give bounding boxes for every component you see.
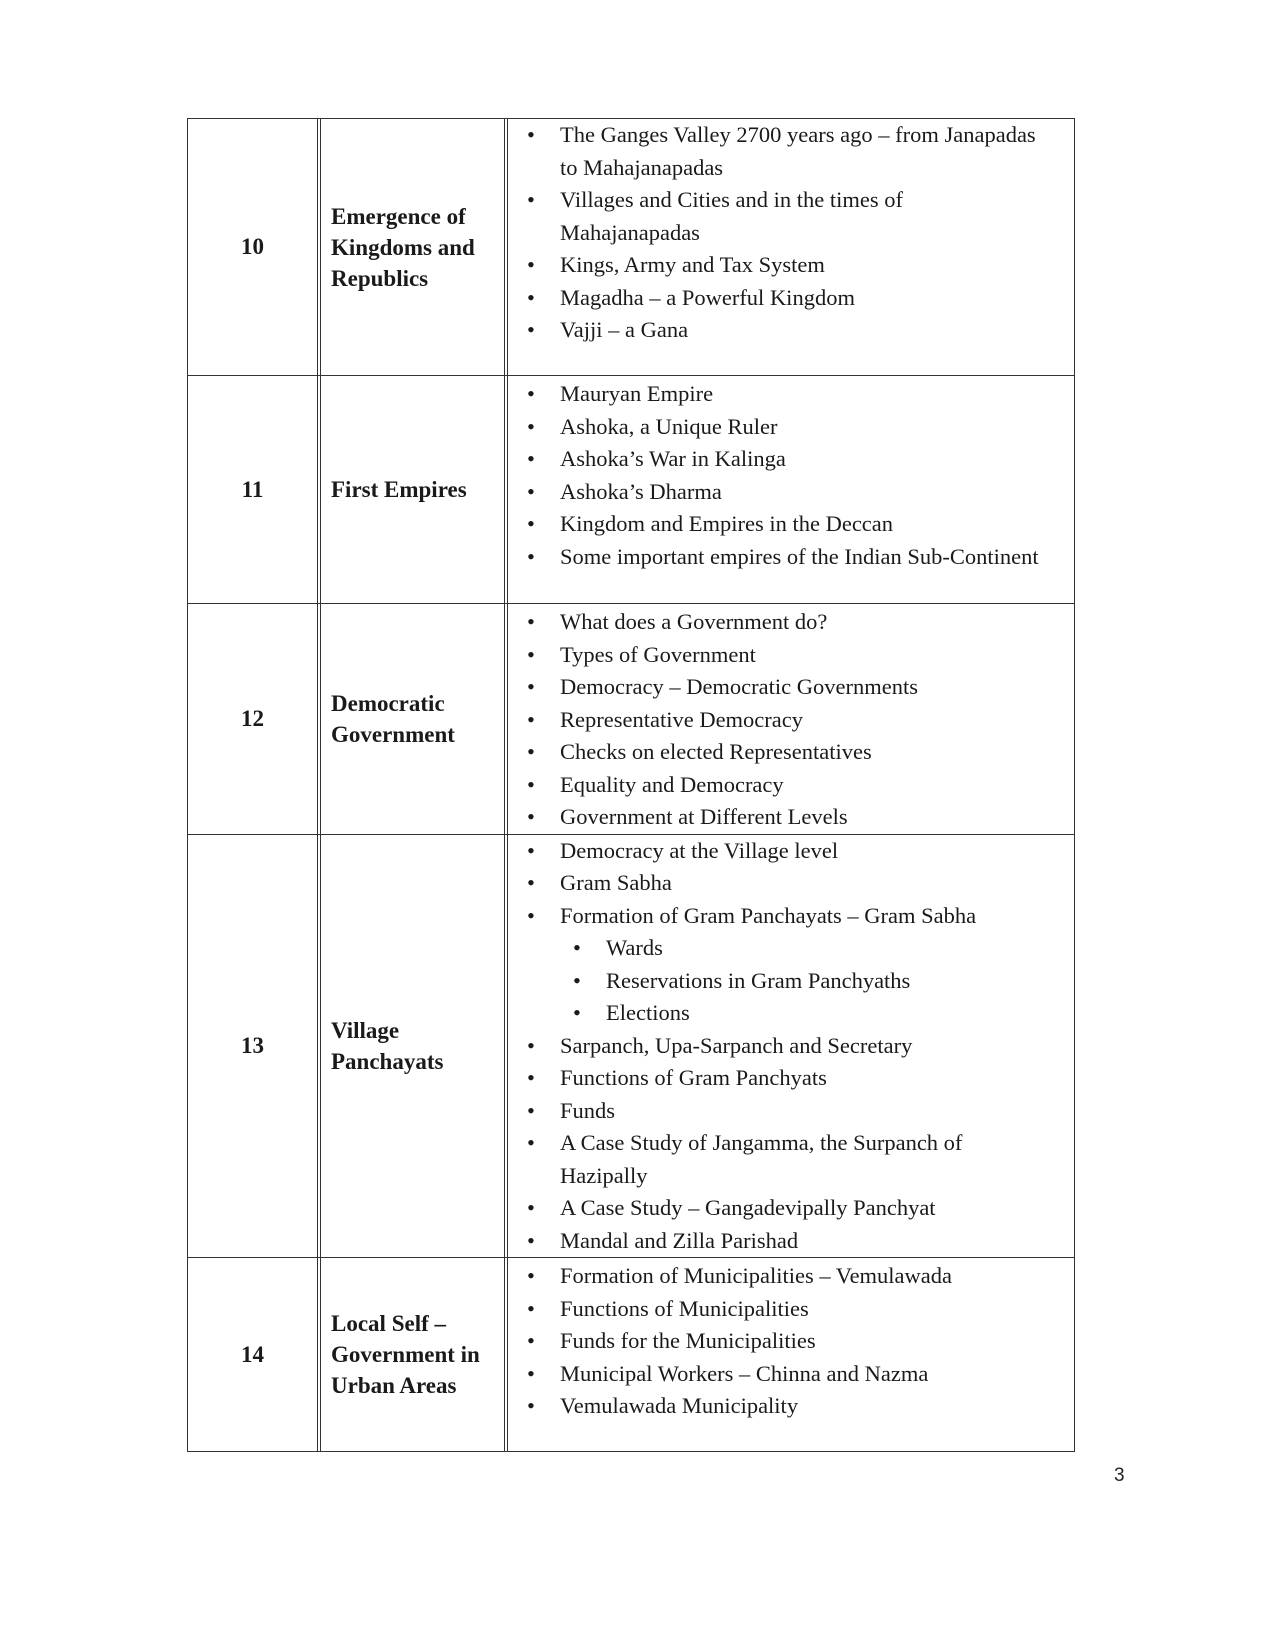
- topic-item: [508, 249, 1074, 282]
- bullet-icon: •: [527, 543, 535, 569]
- topic-text-line: Funds: [560, 1097, 616, 1123]
- topic-item: [508, 1127, 1074, 1192]
- topic-text-line: Democracy at the Village level: [560, 837, 839, 863]
- topic-list: [508, 606, 1074, 834]
- bullet-icon: •: [573, 935, 581, 960]
- syllabus-row: [187, 118, 1075, 375]
- lesson-number: 10: [187, 118, 317, 375]
- bullet-icon: •: [527, 284, 535, 310]
- bullet-icon: •: [527, 1065, 535, 1090]
- topic-item: [508, 508, 1074, 541]
- syllabus-row: [187, 603, 1075, 834]
- bullet-icon: •: [527, 641, 535, 667]
- topic-text-line: Vemulawada Municipality: [560, 1393, 799, 1418]
- bullet-icon: •: [527, 1195, 535, 1220]
- bullet-icon: •: [527, 706, 535, 732]
- topic-item: [508, 1325, 1074, 1358]
- topic-text-line: Wards: [606, 935, 663, 960]
- bullet-icon: •: [527, 187, 535, 212]
- topic-item: [508, 639, 1074, 672]
- topic-text-line: Reservations in Gram Panchyaths: [606, 967, 911, 993]
- topic-item: [508, 1192, 1074, 1225]
- topic-text-line: Municipal Workers – Chinna and Nazma: [560, 1360, 929, 1386]
- lesson-title-line: Village: [331, 1017, 400, 1043]
- syllabus-row: [187, 375, 1075, 603]
- lesson-title-line: Kingdoms and: [331, 234, 475, 260]
- lesson-title-line: Government: [331, 721, 455, 747]
- lesson-title-line: Government in: [331, 1342, 480, 1367]
- bullet-icon: •: [527, 478, 535, 504]
- topic-item: [508, 1260, 1074, 1293]
- topic-text-line: Formation of Municipalities – Vemulawada: [560, 1263, 953, 1288]
- topic-text-line: Checks on elected Representatives: [560, 739, 872, 764]
- lesson-title-line: Emergence of: [331, 203, 466, 229]
- lesson-topics: [507, 834, 1075, 1258]
- topic-text-line: Ashoka’s War in Kalinga: [560, 446, 786, 471]
- topic-text-line: Functions of Municipalities: [560, 1295, 809, 1321]
- lesson-topics: [507, 375, 1075, 603]
- bullet-icon: •: [527, 1295, 535, 1321]
- topic-text-line: Some important empires of the Indian Sub-Continent: [560, 543, 1039, 569]
- syllabus-table: [187, 118, 1075, 1452]
- topic-item: [508, 476, 1074, 509]
- bullet-icon: •: [527, 771, 535, 797]
- bullet-icon: •: [527, 902, 535, 928]
- topic-text-line: Ashoka’s Dharma: [560, 478, 722, 504]
- bullet-icon: •: [527, 1360, 535, 1386]
- topic-text-line: A Case Study – Gangadevipally Panchyat: [560, 1195, 936, 1220]
- topic-text-line: Government at Different Levels: [560, 804, 848, 829]
- bullet-icon: •: [527, 1227, 535, 1253]
- bullet-icon: •: [527, 1263, 535, 1288]
- topic-item: [508, 119, 1074, 184]
- bullet-icon: •: [527, 511, 535, 536]
- lesson-title: [320, 118, 504, 375]
- topic-text-line: Sarpanch, Upa-Sarpanch and Secretary: [560, 1032, 913, 1058]
- lesson-title-line: Urban Areas: [331, 1373, 457, 1398]
- topic-text-line: What does a Government do?: [560, 609, 828, 634]
- bullet-icon: •: [527, 870, 535, 895]
- topic-text-line: Democracy – Democratic Governments: [560, 674, 918, 699]
- topic-text-line: A Case Study of Jangamma, the Surpanch of: [560, 1130, 963, 1155]
- topic-text-line: Types of Government: [560, 641, 756, 667]
- topic-item: [508, 184, 1074, 249]
- topic-item: [508, 1390, 1074, 1423]
- topic-list: [508, 378, 1074, 573]
- lesson-number: 11: [187, 375, 317, 603]
- bullet-icon: •: [573, 967, 581, 993]
- topic-item: [508, 1095, 1074, 1128]
- bullet-icon: •: [527, 252, 535, 277]
- topic-text-line: Kingdom and Empires in the Deccan: [560, 511, 894, 536]
- topic-text-line: Representative Democracy: [560, 706, 804, 732]
- sub-topic-item: [508, 997, 1074, 1030]
- bullet-icon: •: [527, 413, 535, 439]
- bullet-icon: •: [527, 122, 535, 147]
- bullet-icon: •: [527, 1393, 535, 1418]
- topic-text-line: Magadha – a Powerful Kingdom: [560, 284, 855, 310]
- topic-text-line: Functions of Gram Panchyats: [560, 1065, 827, 1090]
- topic-item: [508, 378, 1074, 411]
- topic-item: [508, 900, 1074, 933]
- topic-item: [508, 411, 1074, 444]
- topic-list: [508, 1260, 1074, 1423]
- lesson-title-line: Local Self –: [331, 1311, 446, 1336]
- lesson-number: 14: [187, 1257, 317, 1452]
- topic-item: [508, 1030, 1074, 1063]
- lesson-number: 13: [187, 834, 317, 1258]
- topic-text-line: Vajji – a Gana: [560, 317, 689, 342]
- syllabus-row: [187, 834, 1075, 1258]
- lesson-title: [320, 1257, 504, 1452]
- topic-item: [508, 443, 1074, 476]
- lesson-title: [320, 375, 504, 603]
- topic-item: [508, 867, 1074, 900]
- topic-text-line: Elections: [606, 1000, 690, 1025]
- topic-text-line: Villages and Cities and in the times of: [560, 187, 903, 212]
- bullet-icon: •: [527, 1097, 535, 1123]
- topic-text-line: Hazipally: [560, 1162, 648, 1188]
- topic-item: [508, 282, 1074, 315]
- lesson-title-line: First Empires: [331, 477, 467, 502]
- bullet-icon: •: [527, 609, 535, 634]
- topic-item: [508, 1358, 1074, 1391]
- topic-text-line: Equality and Democracy: [560, 771, 784, 797]
- lesson-title: [320, 603, 504, 834]
- bullet-icon: •: [527, 381, 535, 406]
- syllabus-row: [187, 1257, 1075, 1452]
- lesson-topics: [507, 118, 1075, 375]
- topic-list: [508, 835, 1074, 1258]
- topic-item: [508, 671, 1074, 704]
- topic-item: [508, 1062, 1074, 1095]
- sub-topic-item: [508, 965, 1074, 998]
- bullet-icon: •: [527, 1032, 535, 1058]
- bullet-icon: •: [527, 446, 535, 471]
- topic-text-line: Mandal and Zilla Parishad: [560, 1227, 799, 1253]
- topic-text-line: Gram Sabha: [560, 870, 672, 895]
- topic-item: [508, 801, 1074, 834]
- topic-item: [508, 541, 1074, 574]
- lesson-title-line: Republics: [331, 265, 429, 291]
- lesson-title: [320, 834, 504, 1258]
- topic-text-line: Funds for the Municipalities: [560, 1328, 816, 1353]
- lesson-topics: [507, 603, 1075, 834]
- topic-item: [508, 314, 1074, 347]
- topic-text-line: Mauryan Empire: [560, 381, 714, 406]
- topic-item: [508, 835, 1074, 868]
- topic-text-line: Ashoka, a Unique Ruler: [560, 413, 778, 439]
- topic-text-line: Mahajanapadas: [560, 219, 700, 245]
- topic-text-line: to Mahajanapadas: [560, 154, 724, 180]
- topic-item: [508, 704, 1074, 737]
- bullet-icon: •: [527, 739, 535, 764]
- topic-text-line: Kings, Army and Tax System: [560, 252, 825, 277]
- topic-text-line: The Ganges Valley 2700 years ago – from Janapadas: [560, 122, 1036, 147]
- topic-item: [508, 769, 1074, 802]
- bullet-icon: •: [527, 1130, 535, 1155]
- bullet-icon: •: [527, 674, 535, 699]
- bullet-icon: •: [573, 1000, 581, 1025]
- lesson-title-line: Panchayats: [331, 1048, 444, 1074]
- topic-item: [508, 736, 1074, 769]
- page-number: 3: [1114, 1465, 1125, 1486]
- topic-item: [508, 1293, 1074, 1326]
- lesson-number: 12: [187, 603, 317, 834]
- bullet-icon: •: [527, 1328, 535, 1353]
- lesson-title-line: Democratic: [331, 690, 445, 716]
- lesson-topics: [507, 1257, 1075, 1452]
- topic-item: [508, 1225, 1074, 1258]
- topic-text-line: Formation of Gram Panchayats – Gram Sabha: [560, 902, 977, 928]
- bullet-icon: •: [527, 837, 535, 863]
- bullet-icon: •: [527, 317, 535, 342]
- topic-list: [508, 119, 1074, 347]
- sub-topic-item: [508, 932, 1074, 965]
- bullet-icon: •: [527, 804, 535, 829]
- topic-item: [508, 606, 1074, 639]
